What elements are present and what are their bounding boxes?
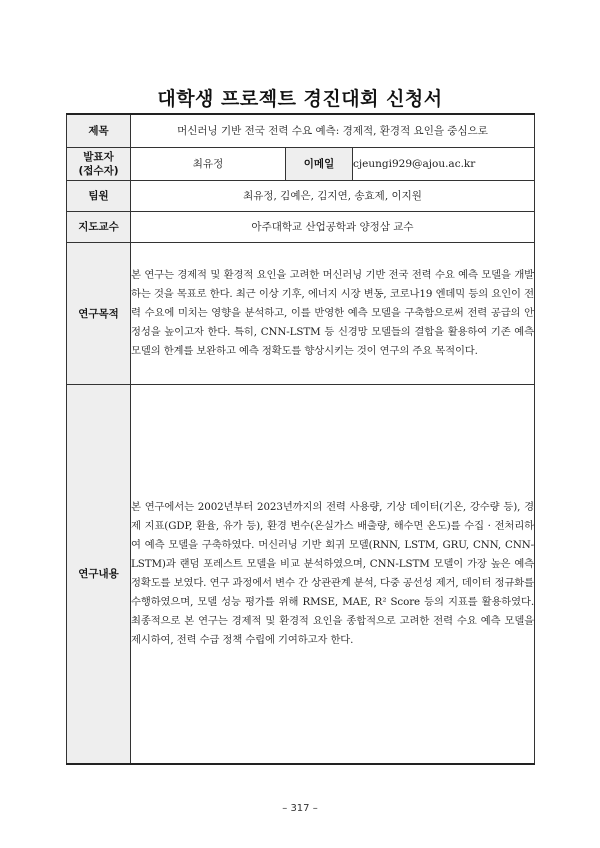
team-label: 팀원 xyxy=(67,180,131,211)
presenter-label-line1: 발표자 xyxy=(83,150,114,163)
application-form-table xyxy=(66,113,535,765)
title-row xyxy=(67,114,535,147)
purpose-label: 연구목적 xyxy=(67,242,131,384)
content-text: 본 연구에서는 2002년부터 2023년까지의 전력 사용량, 기상 데이터(기온, 강수량 등), 경제 지표(GDP, 환율, 유가 등), 환경 변수(온실가스 배출량, 해수면 온도)를 수집 · 전처리하여 예측 모델을 구축하였다. 머신러닝 기반 회귀 모델(RNN, LSTM, GRU, CNN, CNN-LSTM)과 랜덤 포레스트 모델을 비교 분석하였으며, CNN-LSTM 모델이 가장 높은 예측 정확도를 보였다. 연구 과정에서 변수 간 상관관계 분석, 다중 공선성 제거, 데이터 정규화를 수행하였으며, 모델 성능 평가를 위해 RMSE, MAE, R² Score 등의 지표를 활용하였다. 최종적으로 본 연구는 경제적 및 환경적 요인을 종합적으로 고려한 전력 수요 예측 모델을 제시하여, 전력 수급 정책 수립에 기여하고자 한다. xyxy=(131,500,535,646)
advisor-row xyxy=(67,211,535,242)
content-text-cell xyxy=(131,384,535,764)
presenter-row xyxy=(67,147,535,180)
content-row xyxy=(67,384,535,764)
presenter-value: 최유정 xyxy=(131,147,286,180)
document-title: 대학생 프로젝트 경진대회 신청서 xyxy=(157,88,443,110)
email-label: 이메일 xyxy=(286,147,353,180)
content-label: 연구내용 xyxy=(67,384,131,764)
title-label: 제목 xyxy=(67,114,131,147)
title-value: 머신러닝 기반 전국 전력 수요 예측: 경제적, 환경적 요인을 중심으로 xyxy=(131,114,535,147)
purpose-text-cell xyxy=(131,242,535,384)
presenter-label xyxy=(67,147,131,180)
presenter-label-line2: (접수자) xyxy=(78,164,119,177)
page-number: – 317 – xyxy=(282,803,318,814)
advisor-label: 지도교수 xyxy=(67,211,131,242)
team-value: 최유정, 김예은, 김지연, 송효제, 이지원 xyxy=(131,180,535,211)
team-row xyxy=(67,180,535,211)
email-value: cjeungi929@ajou.ac.kr xyxy=(353,147,535,180)
advisor-value: 아주대학교 산업공학과 양정삼 교수 xyxy=(131,211,535,242)
purpose-text: 본 연구는 경제적 및 환경적 요인을 고려한 머신러닝 기반 전국 전력 수요 예측 모델을 개발하는 것을 목표로 한다. 최근 이상 기후, 에너지 시장 변동, 코로나19 엔데믹 등의 요인이 전력 수요에 미치는 영향을 분석하고, 이를 반영한 예측 모델을 구축함으로써 전력 공급의 안정성을 높이고자 한다. 특히, CNN-LSTM 등 신경망 모델들의 결합을 활용하여 기존 예측 모델의 한계를 보완하고 예측 정확도를 향상시키는 것이 연구의 주요 목적이다. xyxy=(131,268,535,357)
purpose-row xyxy=(67,242,535,384)
